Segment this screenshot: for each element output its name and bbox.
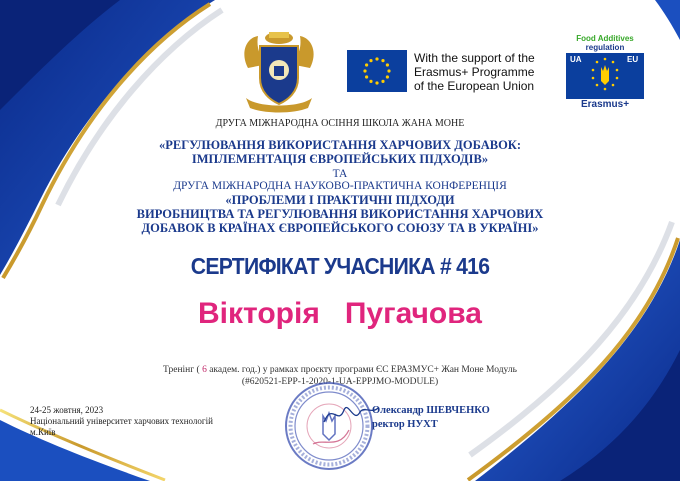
food-logo-right-code: EU — [627, 55, 639, 64]
school-heading: ДРУГА МІЖНАРОДНА ОСІННЯ ШКОЛА ЖАНА МОНЕ — [215, 118, 465, 129]
conference-title-line: ВИРОБНИЦТВА ТА РЕГУЛЮВАННЯ ВИКОРИСТАННЯ ХАРЧОВИХ — [136, 207, 544, 221]
signer-title: ректор НУХТ — [372, 419, 438, 430]
food-logo-title: Food Additives — [576, 34, 634, 43]
conference-title-line: ДОБАВОК В КРАЇНАХ ЄВРОПЕЙСЬКОГО СОЮЗУ ТА В УКРАЇНІ» — [141, 221, 539, 235]
eu-support-line: Erasmus+ Programme — [414, 65, 535, 79]
signer-block — [372, 404, 490, 432]
event-date: 24-25 жовтня, 2023 — [30, 405, 104, 415]
university-name: Національний університет харчових технологій — [30, 416, 213, 426]
eu-support-text — [414, 51, 554, 93]
food-logo-subtitle: regulation — [585, 43, 625, 52]
eu-flag-icon — [347, 50, 407, 92]
training-suffix: академ. год.) у рамках проєкту програми ЄС ЕРАЗМУС+ Жан Моне Модуль — [209, 365, 517, 375]
event-city: м.Київ — [30, 427, 56, 437]
conjunction-text: ТА — [332, 168, 348, 180]
signer-name: Олександр ШЕВЧЕНКО — [372, 405, 490, 416]
participant-name: Вікторія Пугачова — [198, 297, 482, 330]
eu-support-line: With the support of the — [414, 51, 535, 65]
project-code: (#620521-EPP-1-2020-1-UA-EPPJMO-MODULE) — [241, 377, 439, 387]
university-crest-logo — [238, 28, 320, 114]
event-info — [30, 405, 213, 438]
training-prefix: Тренінг ( — [163, 365, 200, 375]
food-logo-left-code: UA — [570, 55, 582, 64]
certificate-heading — [119, 253, 561, 280]
conference-title-line: «ПРОБЛЕМИ І ПРАКТИЧНІ ПІДХОДИ — [225, 193, 455, 207]
school-title-line: ІМПЛЕМЕНТАЦІЯ ЄВРОПЕЙСЬКИХ ПІДХОДІВ» — [191, 152, 489, 166]
school-title-line: «РЕГУЛЮВАННЯ ВИКОРИСТАННЯ ХАРЧОВИХ ДОБАВОК: — [158, 138, 522, 152]
eu-support-line: of the European Union — [414, 79, 535, 93]
signature-mark — [320, 398, 380, 428]
conference-heading: ДРУГА МІЖНАРОДНА НАУКОВО-ПРАКТИЧНА КОНФЕРЕНЦІЯ — [173, 180, 507, 192]
certificate-title: СЕРТИФІКАТ УЧАСНИКА — [190, 253, 435, 279]
training-hours: 6 — [202, 365, 207, 375]
food-logo-footer: Erasmus+ — [580, 99, 630, 110]
certificate-number: # 416 — [439, 253, 490, 279]
